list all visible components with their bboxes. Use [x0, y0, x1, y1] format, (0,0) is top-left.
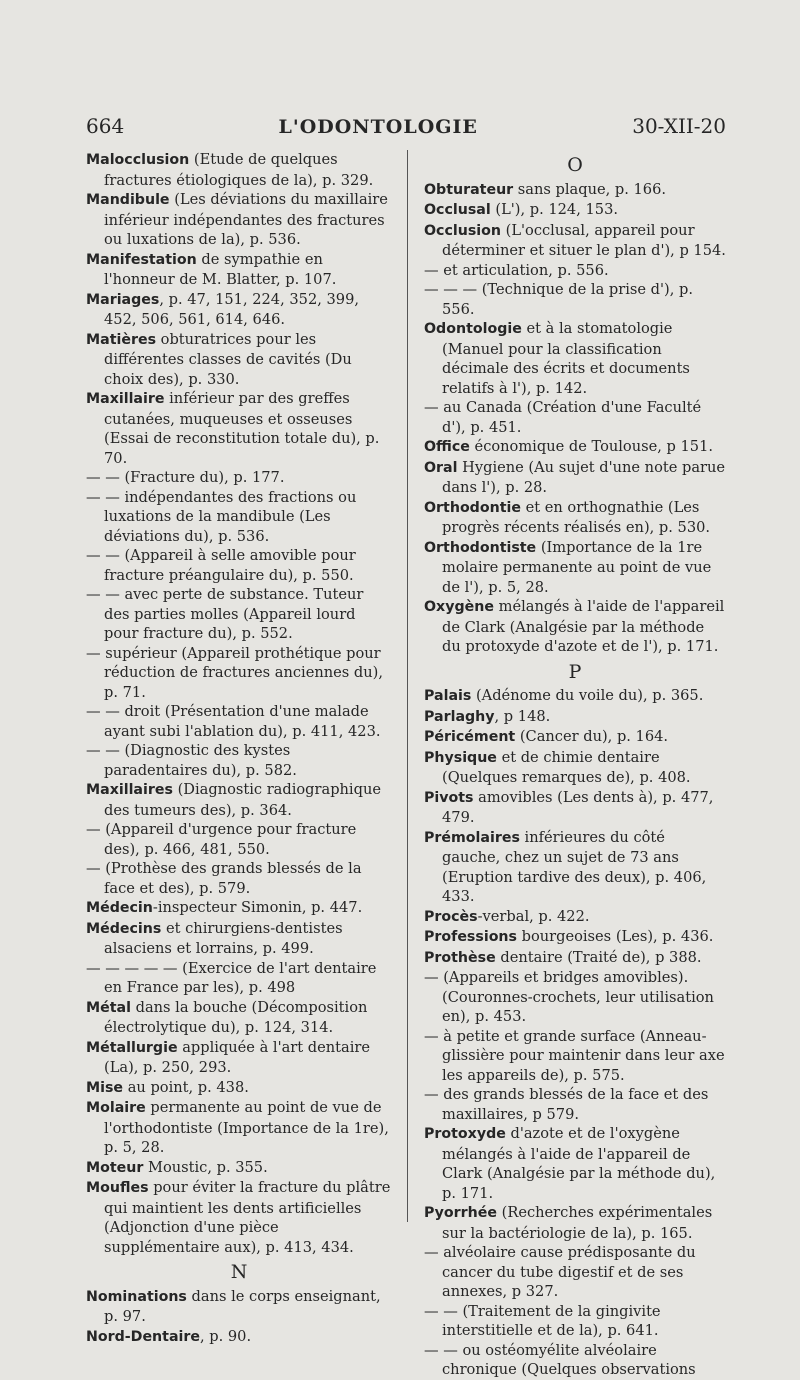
- index-entry: [86, 1038, 392, 1078]
- section-letter: O: [567, 154, 583, 176]
- index-entry: [424, 1243, 726, 1302]
- entry-term: Mariages: [86, 291, 160, 308]
- index-entry: [86, 1287, 392, 1327]
- index-entry: [424, 319, 726, 398]
- entry-text: inférieures du côté gauche, chez un sujet de 73 ans (Eruption tardive des deux), p. 406, 433.: [442, 828, 707, 905]
- entry-text: — — (Fracture du), p. 177.: [86, 469, 285, 486]
- entry-term: Maxillaires: [86, 782, 173, 798]
- entry-text: et en orthognathie (Les progrès récents réalisés en), p. 530.: [442, 498, 711, 536]
- entry-text: pour éviter la fracture du plâtre qui maintient les dents artificielles (Adjonction d'une pièce supplémentaire aux), p. 413, 434.: [104, 1179, 391, 1256]
- entry-term: Métal: [86, 999, 131, 1016]
- entry-text: — — indépendantes des fractions ou luxations de la mandibule (Les déviations du), p. 536.: [86, 488, 357, 545]
- entry-term: Obturateur: [424, 181, 514, 198]
- index-entry: [424, 927, 726, 948]
- entry-text: — — — (Technique de la prise d'), p. 556.: [424, 281, 693, 318]
- entry-text: au point, p. 438.: [123, 1078, 249, 1096]
- entry-term: Molaire: [86, 1100, 146, 1116]
- entry-text: permanente au point de vue de l'orthodontiste (Importance de la 1re), p. 5, 28.: [104, 1099, 389, 1156]
- index-entry: [424, 1085, 726, 1124]
- entry-term: Occlusion: [424, 222, 501, 239]
- entry-term: Parlaghy: [424, 708, 495, 725]
- index-entry: [424, 538, 726, 598]
- entry-text: — alvéolaire cause prédisposante du cancer du tube digestif et de ses annexes, p 327.: [424, 1244, 696, 1300]
- index-entry: [424, 398, 726, 437]
- column-divider: [407, 150, 408, 1222]
- index-entry: [86, 898, 392, 919]
- entry-text: (Cancer du), p. 164.: [515, 728, 669, 745]
- entry-text: — (Appareil d'urgence pour fracture des), p. 466, 481, 550.: [86, 821, 357, 858]
- index-entry: [424, 707, 726, 728]
- page-number: 664: [86, 114, 125, 138]
- entry-text: (Etude de quelques fractures étiologiques de la), p. 329.: [104, 151, 374, 189]
- index-entry: [424, 261, 726, 281]
- entry-text: bourgeoises (Les), p. 436.: [516, 928, 714, 945]
- entry-text: d'azote et de l'oxygène mélangés à l'aide de l'appareil de Clark (Analgésie par la méthode du), p. 171.: [442, 1125, 716, 1202]
- index-entry: [86, 780, 392, 820]
- entry-term: Mise: [86, 1079, 124, 1096]
- entry-term: Oral: [424, 459, 458, 476]
- index-entry: [424, 686, 726, 707]
- entry-term: Prémolaires: [424, 829, 520, 846]
- entry-text: — — (Traitement de la gingivite interstitielle et de la), p. 641.: [424, 1302, 661, 1339]
- index-entry: [86, 250, 392, 290]
- entry-text: mélangés à l'aide de l'appareil de Clark (Analgésie par la méthode du protoxyde d'azote et de l'), p. 171.: [442, 598, 725, 655]
- index-entry: [424, 788, 726, 828]
- index-entry: [86, 1158, 392, 1179]
- index-entry: [424, 597, 726, 657]
- index-entry: [424, 1341, 726, 1380]
- index-entry: [424, 828, 726, 907]
- index-entry: [86, 741, 392, 780]
- entry-text: Moustic, p. 355.: [143, 1158, 268, 1176]
- entry-text: — (Appareils et bridges amovibles). (Couronnes-crochets, leur utilisation en), p. 453.: [424, 969, 714, 1025]
- entry-term: Maxillaire: [86, 391, 165, 407]
- entry-term: Nord-Dentaire: [86, 1328, 200, 1345]
- entry-text: -inspecteur Simonin, p. 447.: [152, 899, 363, 916]
- entry-text: -verbal, p. 422.: [477, 907, 590, 925]
- entry-term: Orthodontiste: [424, 539, 537, 556]
- journal-title: L'ODONTOLOGIE: [278, 116, 478, 138]
- index-entry: [86, 488, 392, 547]
- page-header: [86, 114, 726, 144]
- index-entry: [86, 998, 392, 1038]
- index-entry: [86, 919, 392, 959]
- issue-date: 30-XII-20: [632, 114, 726, 138]
- index-entry: [424, 907, 726, 928]
- entry-term: Matières: [86, 331, 157, 348]
- entry-term: Pyorrhée: [424, 1205, 497, 1221]
- entry-text: , p. 47, 151, 224, 352, 399, 452, 506, 561, 614, 646.: [104, 290, 359, 328]
- entry-text: — supérieur (Appareil prothétique pour réduction de fractures anciennes du), p. 71.: [86, 644, 383, 701]
- index-entry: [424, 1124, 726, 1203]
- index-entry: [86, 959, 392, 998]
- index-entry: [86, 585, 392, 644]
- entry-term: Métallurgie: [86, 1039, 178, 1056]
- index-entry: [86, 644, 392, 703]
- index-entry: [86, 190, 392, 250]
- entry-text: (Adénome du voile du), p. 365.: [471, 687, 704, 704]
- entry-text: (Importance de la 1re molaire permanente au point de vue de l'), p. 5, 28.: [442, 538, 712, 596]
- left-column: [86, 150, 392, 1347]
- entry-text: — — (Diagnostic des kystes paradentaires du), p. 582.: [86, 742, 297, 779]
- right-column: [424, 150, 726, 1380]
- entry-text: économique de Toulouse, p 151.: [469, 438, 713, 455]
- index-entry: [86, 546, 392, 585]
- entry-text: et à la stomatologie (Manuel pour la classification décimale des écrits et documents relatifs à l'), p. 142.: [442, 320, 690, 397]
- index-entry: [424, 1027, 726, 1086]
- entry-text: , p 148.: [494, 707, 551, 725]
- entry-text: — et articulation, p. 556.: [424, 261, 609, 279]
- index-entry: [86, 820, 392, 859]
- index-entry: [86, 468, 392, 488]
- index-entry: [424, 968, 726, 1027]
- entry-text: — à petite et grande surface (Anneau-glissière pour maintenir dans leur axe les appareils de), p. 575.: [424, 1027, 725, 1084]
- index-entry: [86, 859, 392, 898]
- index-entry: [86, 1327, 392, 1348]
- entry-term: Palais: [424, 688, 472, 704]
- entry-term: Moufles: [86, 1180, 149, 1196]
- index-entry: [424, 748, 726, 788]
- entry-text: — — droit (Présentation d'une malade ayant subi l'ablation du), p. 411, 423.: [86, 703, 381, 740]
- index-entry: [424, 727, 726, 748]
- entry-term: Odontologie: [424, 321, 522, 337]
- entry-text: — au Canada (Création d'une Faculté d'), p. 451.: [424, 399, 702, 436]
- index-entry: [424, 180, 726, 201]
- entry-text: (Diagnostic radiographique des tumeurs des), p. 364.: [104, 781, 381, 819]
- entry-text: (Recherches expérimentales sur la bactériologie de la), p. 165.: [442, 1204, 713, 1242]
- index-entry: [424, 437, 726, 458]
- entry-text: , p. 90.: [200, 1327, 252, 1345]
- entry-term: Professions: [424, 929, 517, 945]
- entry-term: Péricément: [424, 729, 516, 745]
- entry-text: (L'occlusal, appareil pour déterminer et situer le plan d'), p 154.: [442, 221, 726, 259]
- entry-text: — — (Appareil à selle amovible pour fracture préangulaire du), p. 550.: [86, 547, 356, 584]
- index-entry: [86, 702, 392, 741]
- index-entry: [86, 1078, 392, 1099]
- entry-text: obturatrices pour les différentes classes de cavités (Du choix des), p. 330.: [104, 330, 352, 388]
- entry-term: Physique: [424, 749, 497, 766]
- entry-term: Office: [424, 439, 470, 455]
- index-entry: [86, 290, 392, 330]
- entry-text: et de chimie dentaire (Quelques remarques de), p. 408.: [442, 748, 691, 786]
- entry-text: Hygiene (Au sujet d'une note parue dans l'), p. 28.: [442, 458, 726, 496]
- entry-text: — des grands blessés de la face et des maxillaires, p 579.: [424, 1086, 709, 1123]
- entry-term: Moteur: [86, 1159, 144, 1176]
- entry-text: appliquée à l'art dentaire (La), p. 250, 293.: [104, 1038, 370, 1076]
- section-letter: P: [568, 660, 582, 683]
- index-entry: [86, 1098, 392, 1158]
- entry-term: Orthodontie: [424, 499, 521, 516]
- index-entry: [424, 280, 726, 319]
- index-entry: [424, 458, 726, 498]
- entry-text: dentaire (Traité de), p 388.: [495, 948, 702, 966]
- entry-text: (Les déviations du maxillaire inférieur indépendantes des fractures ou luxations de la), p. 536.: [104, 191, 388, 248]
- section-letter: N: [230, 1261, 248, 1283]
- index-entry: [424, 1302, 726, 1341]
- entry-text: de sympathie en l'honneur de M. Blatter, p. 107.: [104, 250, 337, 288]
- entry-text: — — avec perte de substance. Tuteur des parties molles (Appareil lourd pour fracture du), p. 552.: [86, 586, 364, 642]
- entry-term: Médecin: [86, 900, 153, 916]
- entry-term: Mandibule: [86, 192, 170, 208]
- entry-text: — (Prothèse des grands blessés de la face et des), p. 579.: [86, 860, 362, 897]
- entry-text: dans le corps enseignant, p. 97.: [104, 1287, 381, 1325]
- entry-term: Nominations: [86, 1288, 187, 1305]
- entry-text: sans plaque, p. 166.: [513, 180, 667, 198]
- index-entry: [424, 498, 726, 538]
- entry-text: et chirurgiens-dentistes alsaciens et lorrains, p. 499.: [104, 919, 343, 957]
- index-entry: [424, 948, 726, 969]
- entry-term: Oxygène: [424, 599, 494, 615]
- index-entry: [86, 1178, 392, 1257]
- entry-text: amovibles (Les dents à), p. 477, 479.: [442, 788, 714, 826]
- index-entry: [86, 330, 392, 390]
- entry-text: dans la bouche (Décomposition électrolytique du), p. 124, 314.: [104, 998, 368, 1036]
- entry-term: Médecins: [86, 920, 162, 937]
- entry-text: (L'), p. 124, 153.: [490, 201, 618, 218]
- index-entry: [424, 200, 726, 221]
- entry-term: Malocclusion: [86, 152, 190, 168]
- entry-text: inférieur par des greffes cutanées, muqueuses et osseuses (Essai de reconstitution totale du), p. 70.: [104, 390, 380, 467]
- entry-term: Protoxyde: [424, 1126, 506, 1142]
- index-entry: [86, 389, 392, 468]
- entry-term: Prothèse: [424, 949, 496, 966]
- entry-term: Manifestation: [86, 251, 197, 268]
- entry-text: — — — — — (Exercice de l'art dentaire en France par les), p. 498: [86, 959, 377, 996]
- index-entry: [86, 150, 392, 190]
- entry-text: — — ou ostéomyélite alvéolaire chronique (Quelques observations: [424, 1341, 696, 1378]
- entry-term: Procès: [424, 908, 478, 925]
- index-entry: [424, 1203, 726, 1243]
- entry-term: Pivots: [424, 789, 474, 806]
- index-entry: [424, 221, 726, 261]
- entry-term: Occlusal: [424, 202, 491, 218]
